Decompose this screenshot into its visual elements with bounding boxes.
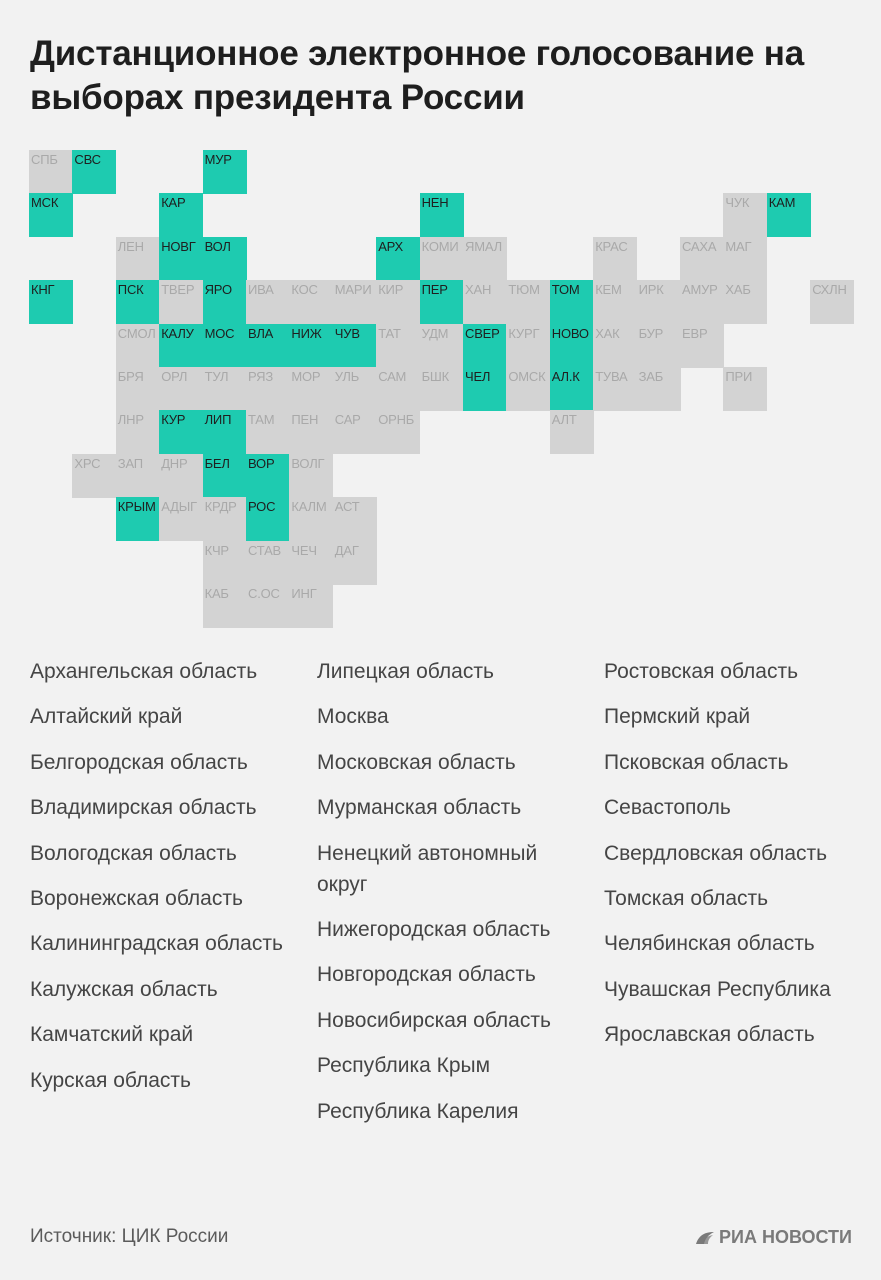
- region-tile: ИВА: [246, 280, 290, 324]
- region-tile: АСТ: [333, 497, 377, 541]
- legend-item: Свердловская область: [604, 841, 828, 865]
- region-tile: РОС: [246, 497, 290, 541]
- ria-logo-icon: [695, 1231, 715, 1245]
- region-tile: МОР: [289, 367, 333, 411]
- region-tile: САР: [333, 410, 377, 454]
- legend-item: Архангельская область: [30, 660, 258, 683]
- legend-item: Камчатский край: [30, 1023, 194, 1047]
- region-tile: КРДР: [203, 497, 247, 541]
- region-tile: ИРК: [637, 280, 681, 324]
- region-tile: ТЮМ: [506, 280, 550, 324]
- region-tile: ХАБ: [723, 280, 767, 324]
- region-tile: КУРГ: [506, 324, 550, 368]
- region-tile: КИР: [376, 280, 420, 324]
- region-tile: САМ: [376, 367, 420, 411]
- legend-item: Калужская область: [30, 977, 218, 1001]
- region-tile: ЛНР: [116, 410, 160, 454]
- legend-column-3: [604, 656, 876, 1065]
- region-tile: ЧУК: [723, 193, 767, 237]
- region-tile: ОРНБ: [376, 410, 420, 454]
- region-tile: ЛИП: [203, 410, 247, 454]
- legend-item: Алтайский край: [30, 705, 183, 729]
- region-tile: ВЛА: [246, 324, 290, 368]
- legend-item: Республика Крым: [317, 1054, 491, 1078]
- region-tile: ЧЕЧ: [289, 541, 333, 585]
- region-tile: КАБ: [203, 584, 247, 628]
- region-tile: ДНР: [159, 454, 203, 498]
- region-tile: КАЛМ: [289, 497, 333, 541]
- region-tile: МАРИ: [333, 280, 377, 324]
- region-tile: АЛТ: [550, 410, 594, 454]
- region-tile: АМУР: [680, 280, 724, 324]
- region-tile: ЯРО: [203, 280, 247, 324]
- legend-item: Челябинская область: [604, 932, 815, 956]
- ria-logo: [695, 1227, 852, 1248]
- legend-item: Чувашская Республика: [604, 977, 831, 1001]
- legend-item: Ростовская область: [604, 660, 799, 683]
- region-tile: КОС: [289, 280, 333, 324]
- region-tile: ОМСК: [506, 367, 550, 411]
- region-tile: ИНГ: [289, 584, 333, 628]
- legend-column-2: [317, 656, 589, 1141]
- region-tile: ЧЕЛ: [463, 367, 507, 411]
- legend-column-1: [30, 656, 302, 1110]
- region-tile: КНГ: [29, 280, 73, 324]
- legend-item: Пермский край: [604, 705, 751, 729]
- region-tile: САХА: [680, 237, 724, 281]
- region-tile: ОРЛ: [159, 367, 203, 411]
- legend-item: Вологодская область: [30, 841, 237, 865]
- legend-item: Липецкая область: [317, 660, 494, 683]
- region-tile: НОВО: [550, 324, 594, 368]
- region-tile: МАГ: [723, 237, 767, 281]
- legend-item: Томская область: [604, 886, 769, 910]
- region-tile: ЛЕН: [116, 237, 160, 281]
- region-tile: С.ОС: [246, 584, 290, 628]
- legend-item: Ярославская область: [604, 1023, 815, 1047]
- region-tile: ПСК: [116, 280, 160, 324]
- region-tile: ХАК: [593, 324, 637, 368]
- region-tile: ВОР: [246, 454, 290, 498]
- region-tile: АЛ.К: [550, 367, 594, 411]
- region-tile: КАЛУ: [159, 324, 203, 368]
- region-tile: КОМИ: [420, 237, 464, 281]
- legend-item: Москва: [317, 705, 389, 729]
- region-tile: ТУВА: [593, 367, 637, 411]
- region-tile: КРЫМ: [116, 497, 160, 541]
- legend-item: Мурманская область: [317, 796, 522, 820]
- region-tile: АДЫГ: [159, 497, 203, 541]
- region-tile: ТУЛ: [203, 367, 247, 411]
- region-tile: МУР: [203, 150, 247, 194]
- region-tile: ЯМАЛ: [463, 237, 507, 281]
- legend-item: Владимирская область: [30, 796, 257, 820]
- legend-item: Белгородская область: [30, 750, 248, 774]
- legend-item: Калининградская область: [30, 932, 283, 956]
- region-tile: КУР: [159, 410, 203, 454]
- region-tile: АРХ: [376, 237, 420, 281]
- region-tile: СХЛН: [810, 280, 854, 324]
- region-tile: РЯЗ: [246, 367, 290, 411]
- region-tile: ХАН: [463, 280, 507, 324]
- region-tile: ХРС: [72, 454, 116, 498]
- region-tile: ЕВР: [680, 324, 724, 368]
- region-tile: СВЕР: [463, 324, 507, 368]
- region-tile: ВОЛ: [203, 237, 247, 281]
- legend-item: Ненецкий автономный округ: [317, 841, 538, 896]
- region-tile: КАМ: [767, 193, 811, 237]
- legend-item: Воронежская область: [30, 886, 243, 910]
- region-tile: НИЖ: [289, 324, 333, 368]
- region-tile: СПБ: [29, 150, 73, 194]
- region-tile: ПРИ: [723, 367, 767, 411]
- region-tile: КЧР: [203, 541, 247, 585]
- region-tile: ТАТ: [376, 324, 420, 368]
- legend-item: Псковская область: [604, 750, 789, 774]
- region-tile: КЕМ: [593, 280, 637, 324]
- region-tile: НЕН: [420, 193, 464, 237]
- page-title: Дистанционное электронное голосование на выборах президента России: [30, 34, 805, 117]
- legend-item: Новосибирская область: [317, 1008, 551, 1032]
- region-tile: УЛЬ: [333, 367, 377, 411]
- legend-item: Республика Карелия: [317, 1099, 519, 1123]
- region-tile: КРАС: [593, 237, 637, 281]
- legend-item: Нижегородская область: [317, 917, 551, 941]
- region-tile: БУР: [637, 324, 681, 368]
- region-tile: ДАГ: [333, 541, 377, 585]
- region-tile: ЗАП: [116, 454, 160, 498]
- region-tile: ВОЛГ: [289, 454, 333, 498]
- legend-item: Севастополь: [604, 796, 731, 820]
- region-tile: ТВЕР: [159, 280, 203, 324]
- ria-logo-text: РИА НОВОСТИ: [719, 1227, 852, 1247]
- region-tile: МОС: [203, 324, 247, 368]
- region-tile: ТАМ: [246, 410, 290, 454]
- region-tile: БЕЛ: [203, 454, 247, 498]
- legend-item: Новгородская область: [317, 963, 536, 987]
- legend-item: Московская область: [317, 750, 516, 774]
- region-tile: СВС: [72, 150, 116, 194]
- region-tile: БРЯ: [116, 367, 160, 411]
- region-tile: ПЕР: [420, 280, 464, 324]
- region-tile: ЧУВ: [333, 324, 377, 368]
- region-tile: БШК: [420, 367, 464, 411]
- region-tile: ТОМ: [550, 280, 594, 324]
- region-tile: УДМ: [420, 324, 464, 368]
- legend-item: Курская область: [30, 1068, 191, 1092]
- region-tile: СТАВ: [246, 541, 290, 585]
- region-tile: НОВГ: [159, 237, 203, 281]
- region-tile: СМОЛ: [116, 324, 160, 368]
- region-tile: КАР: [159, 193, 203, 237]
- region-tile: ПЕН: [289, 410, 333, 454]
- region-tile: ЗАБ: [637, 367, 681, 411]
- region-tile: МСК: [29, 193, 73, 237]
- source-note: Источник: ЦИК России: [30, 1226, 229, 1247]
